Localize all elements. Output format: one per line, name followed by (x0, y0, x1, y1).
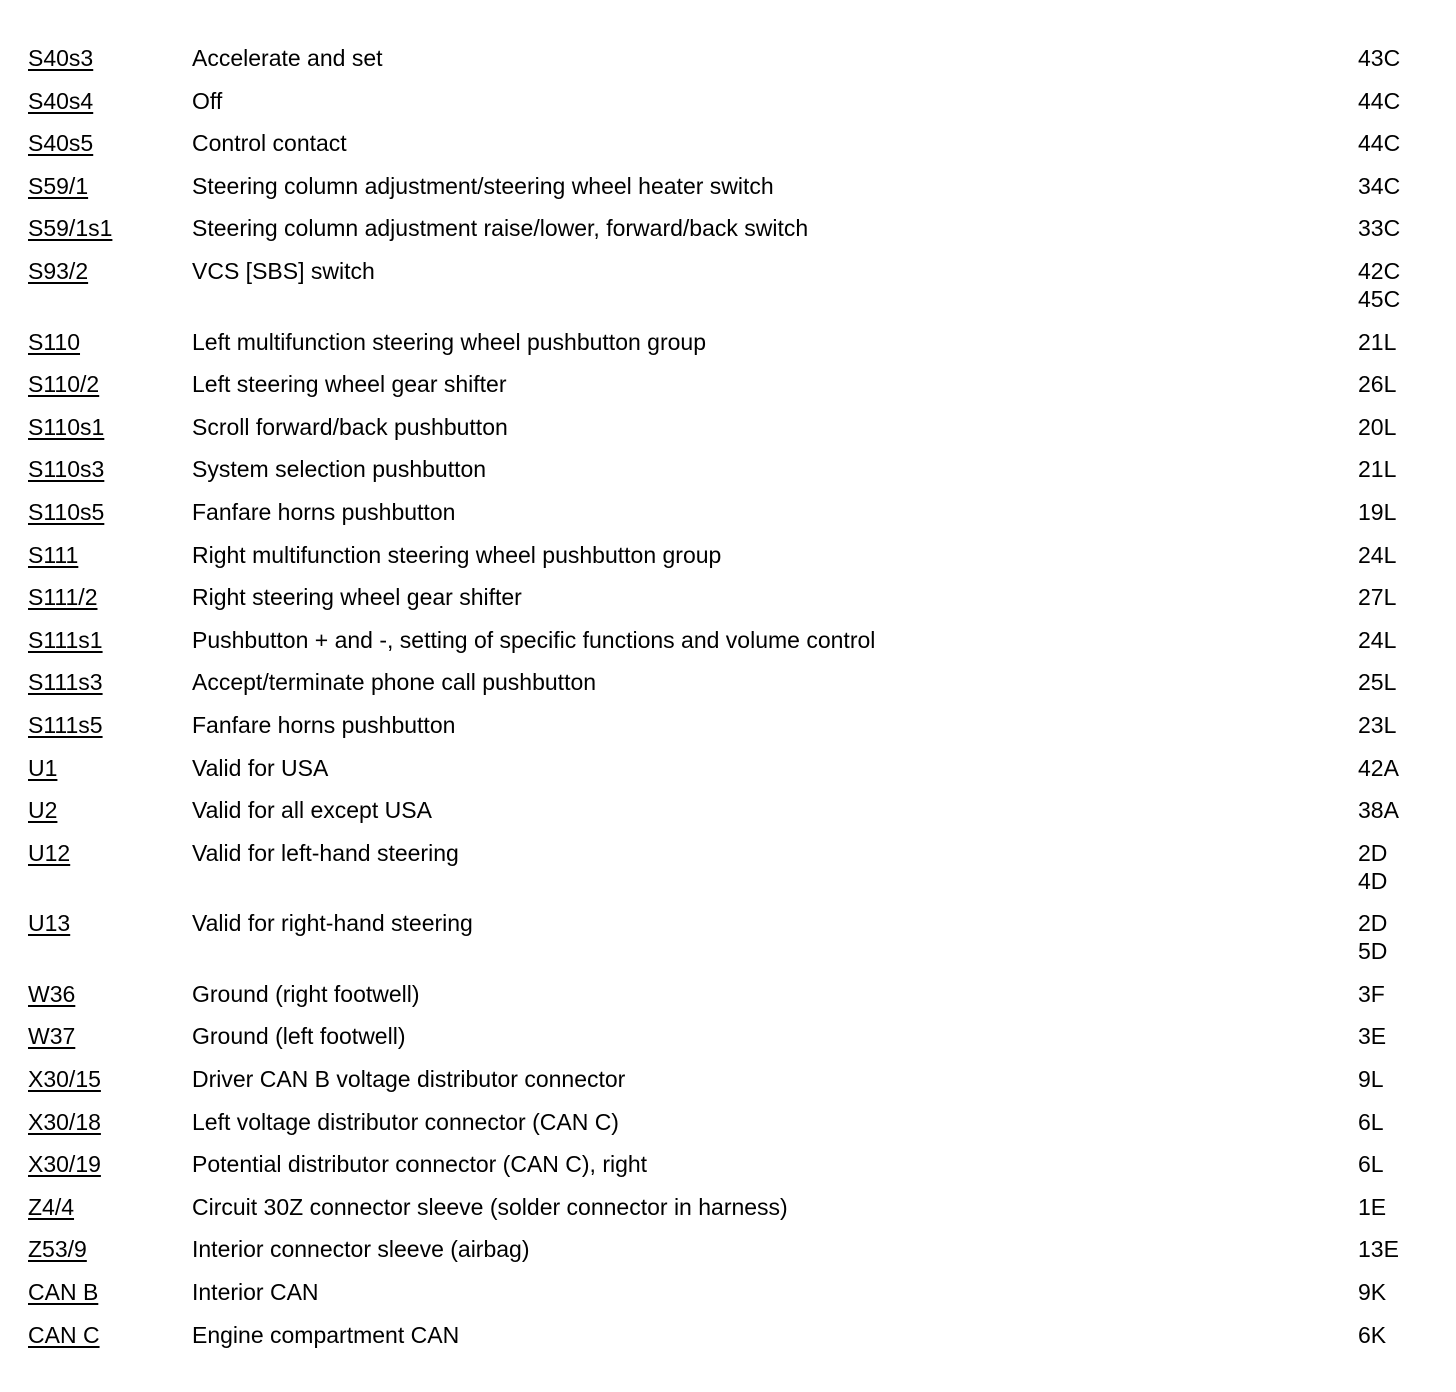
grid-location: 9K (1358, 1279, 1387, 1306)
grid-location: 2D (1358, 910, 1388, 937)
component-description: Scroll forward/back pushbutton (192, 413, 508, 440)
grid-location-cell (1358, 87, 1428, 115)
component-description: Interior CAN (192, 1279, 319, 1306)
grid-location: 42C (1358, 257, 1401, 284)
legend-row (28, 87, 1428, 115)
grid-location-cell (1358, 455, 1428, 483)
component-description: Fanfare horns pushbutton (192, 498, 456, 525)
component-code-link[interactable]: X30/15 (28, 1066, 101, 1093)
component-code-link[interactable]: X30/18 (28, 1108, 101, 1135)
legend-row (28, 541, 1428, 569)
component-code-link[interactable]: CAN C (28, 1321, 100, 1348)
legend-row (28, 583, 1428, 611)
grid-location: 6L (1358, 1151, 1384, 1178)
grid-location: 1E (1358, 1193, 1387, 1220)
component-code-link[interactable]: Z53/9 (28, 1236, 87, 1263)
component-code-link[interactable]: S59/1 (28, 172, 89, 199)
grid-location: 9L (1358, 1066, 1384, 1093)
grid-location-cell (1358, 413, 1428, 441)
grid-location-cell (1358, 668, 1428, 696)
grid-location-cell (1358, 909, 1428, 965)
component-description: Accelerate and set (192, 45, 383, 71)
component-code-link[interactable]: X30/19 (28, 1151, 101, 1178)
grid-location-cell (1358, 541, 1428, 569)
grid-location: 19L (1358, 498, 1397, 525)
component-code-link[interactable]: U1 (28, 754, 58, 781)
grid-location-cell (1358, 370, 1428, 398)
grid-location-cell (1358, 1321, 1428, 1349)
grid-location: 24L (1358, 541, 1397, 568)
component-description: Off (192, 87, 223, 114)
component-legend-table (28, 44, 1428, 1363)
component-description: Potential distributor connector (CAN C), right (192, 1151, 648, 1178)
grid-location-cell (1358, 583, 1428, 611)
grid-location-cell (1358, 1022, 1428, 1050)
legend-row (28, 796, 1428, 824)
grid-location: 6L (1358, 1108, 1384, 1135)
legend-row (28, 1193, 1428, 1221)
grid-location: 4D (1358, 867, 1388, 894)
grid-location: 26L (1358, 371, 1397, 398)
component-code-link[interactable]: Z4/4 (28, 1193, 75, 1220)
grid-location: 5D (1358, 938, 1388, 965)
component-description: Ground (right footwell) (192, 980, 420, 1007)
component-code-link[interactable]: S110s1 (28, 413, 105, 440)
grid-location: 34C (1358, 172, 1401, 199)
grid-location: 44C (1358, 87, 1401, 114)
legend-row (28, 1235, 1428, 1263)
legend-row (28, 328, 1428, 356)
legend-row (28, 214, 1428, 242)
component-code-link[interactable]: S40s4 (28, 87, 94, 114)
component-code-link[interactable]: S40s3 (28, 45, 94, 71)
legend-row (28, 626, 1428, 654)
component-code-link[interactable]: S93/2 (28, 257, 89, 284)
legend-row (28, 1022, 1428, 1050)
component-description: Left steering wheel gear shifter (192, 371, 507, 398)
component-description: Pushbutton + and -, setting of specific functions and volume control (192, 626, 876, 653)
component-code-link[interactable]: S110s3 (28, 456, 105, 483)
legend-row (28, 1278, 1428, 1306)
legend-row (28, 257, 1428, 313)
legend-row (28, 370, 1428, 398)
component-description: Valid for right-hand steering (192, 910, 473, 937)
legend-row (28, 172, 1428, 200)
grid-location: 6K (1358, 1321, 1387, 1348)
legend-row (28, 668, 1428, 696)
grid-location: 21L (1358, 328, 1397, 355)
grid-location-cell (1358, 44, 1428, 72)
grid-location-cell (1358, 839, 1428, 895)
grid-location: 45C (1358, 285, 1401, 312)
grid-location-cell (1358, 214, 1428, 242)
grid-location-cell (1358, 257, 1428, 313)
grid-location: 21L (1358, 456, 1397, 483)
legend-row (28, 455, 1428, 483)
component-description: Left voltage distributor connector (CAN C) (192, 1108, 619, 1135)
legend-row (28, 754, 1428, 782)
grid-location: 44C (1358, 130, 1401, 157)
component-description: Right multifunction steering wheel pushbutton group (192, 541, 722, 568)
component-description: Steering column adjustment/steering wheel heater switch (192, 172, 774, 199)
legend-row (28, 980, 1428, 1008)
component-code-link[interactable]: S40s5 (28, 130, 94, 157)
component-description: Valid for all except USA (192, 797, 432, 824)
component-description: System selection pushbutton (192, 456, 487, 483)
component-description: Circuit 30Z connector sleeve (solder connector in harness) (192, 1193, 788, 1220)
component-description: Valid for USA (192, 754, 329, 781)
grid-location-cell (1358, 1150, 1428, 1178)
grid-location: 43C (1358, 45, 1401, 71)
legend-row (28, 413, 1428, 441)
legend-row (28, 909, 1428, 965)
component-description: Steering column adjustment raise/lower, forward/back switch (192, 215, 809, 242)
component-code-link[interactable]: U13 (28, 910, 71, 937)
grid-location: 2D (1358, 839, 1388, 866)
grid-location: 38A (1358, 797, 1399, 824)
grid-location-cell (1358, 172, 1428, 200)
grid-location-cell (1358, 328, 1428, 356)
component-code-link[interactable]: U12 (28, 839, 71, 866)
component-code-link[interactable]: S111/2 (28, 584, 98, 611)
component-description: VCS [SBS] switch (192, 257, 375, 284)
component-description: Right steering wheel gear shifter (192, 584, 522, 611)
grid-location-cell (1358, 1065, 1428, 1093)
grid-location: 24L (1358, 626, 1397, 653)
grid-location: 42A (1358, 754, 1399, 781)
component-code-link[interactable]: S111s5 (28, 711, 103, 738)
grid-location-cell (1358, 1278, 1428, 1306)
legend-row (28, 129, 1428, 157)
grid-location: 13E (1358, 1236, 1399, 1263)
grid-location-cell (1358, 1235, 1428, 1263)
grid-location-cell (1358, 1193, 1428, 1221)
grid-location-cell (1358, 498, 1428, 526)
grid-location: 3E (1358, 1023, 1387, 1050)
grid-location-cell (1358, 1108, 1428, 1136)
legend-row (28, 1150, 1428, 1178)
component-code-link[interactable]: S110s5 (28, 498, 105, 525)
component-code-link[interactable]: S59/1s1 (28, 215, 113, 242)
component-description: Control contact (192, 130, 347, 157)
grid-location-cell (1358, 626, 1428, 654)
component-code-link[interactable]: U2 (28, 797, 58, 824)
component-code-link[interactable]: W37 (28, 1023, 76, 1050)
legend-row (28, 44, 1428, 72)
component-code-link[interactable]: S111s1 (28, 626, 103, 653)
component-code-link[interactable]: S111 (28, 541, 79, 568)
grid-location-cell (1358, 129, 1428, 157)
grid-location-cell (1358, 796, 1428, 824)
grid-location-cell (1358, 980, 1428, 1008)
legend-row (28, 1065, 1428, 1093)
component-code-link[interactable]: W36 (28, 980, 76, 1007)
legend-row (28, 498, 1428, 526)
component-description: Left multifunction steering wheel pushbutton group (192, 328, 706, 355)
component-description: Engine compartment CAN (192, 1321, 460, 1348)
component-description: Accept/terminate phone call pushbutton (192, 669, 597, 696)
grid-location: 27L (1358, 584, 1397, 611)
legend-row (28, 1321, 1428, 1349)
component-description: Ground (left footwell) (192, 1023, 406, 1050)
component-description: Valid for left-hand steering (192, 839, 459, 866)
grid-location: 20L (1358, 413, 1397, 440)
legend-row (28, 839, 1428, 895)
component-description: Fanfare horns pushbutton (192, 711, 456, 738)
component-code-link[interactable]: S111s3 (28, 669, 103, 696)
grid-location-cell (1358, 754, 1428, 782)
grid-location: 3F (1358, 980, 1385, 1007)
grid-location: 23L (1358, 711, 1397, 738)
legend-row (28, 711, 1428, 739)
grid-location: 25L (1358, 669, 1397, 696)
legend-row (28, 1108, 1428, 1136)
component-code-link[interactable]: S110 (28, 328, 81, 355)
grid-location: 33C (1358, 215, 1401, 242)
component-code-link[interactable]: CAN B (28, 1279, 99, 1306)
component-code-link[interactable]: S110/2 (28, 371, 100, 398)
component-description: Interior connector sleeve (airbag) (192, 1236, 530, 1263)
component-description: Driver CAN B voltage distributor connector (192, 1066, 626, 1093)
grid-location-cell (1358, 711, 1428, 739)
